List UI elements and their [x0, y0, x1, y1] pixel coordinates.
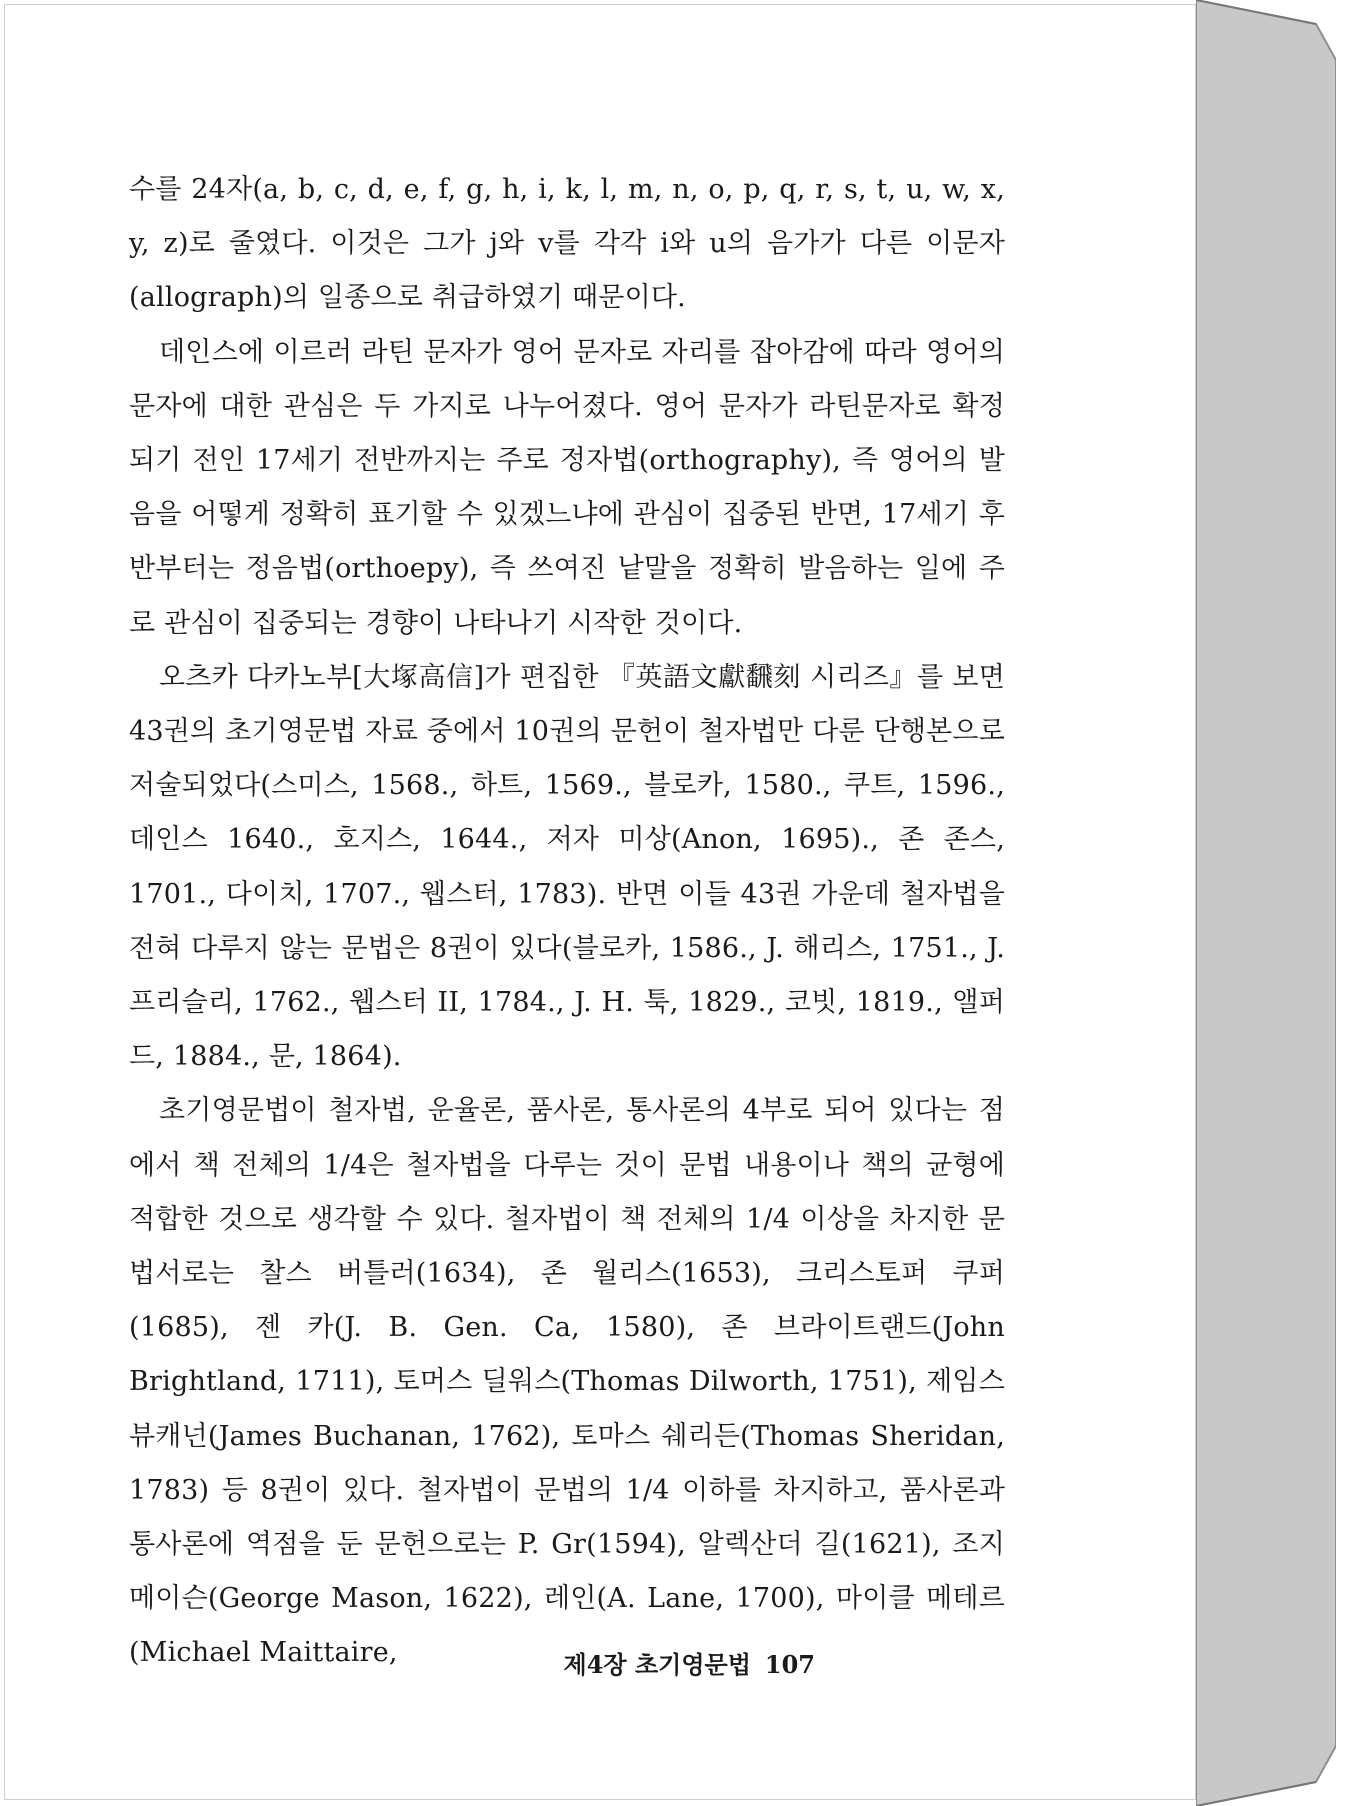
chapter-title: 제4장 초기영문법 [563, 1650, 751, 1679]
paragraph-3: 오츠카 다카노부[大塚高信]가 편집한 『英語文獻飜刻 시리즈』를 보면 43권의 초기영문법 자료 중에서 10권의 문헌이 철자법만 다룬 단행본으로 저술되었다(스미스, 1568., 하트, 1569., 블로카, 1580., 쿠트, 1596., 데인스 1640., 호지스, 1644., 저자 미상(Anon, 1695)., 존 존스, 1701., 다이치, 1707., 웹스터, 1783). 반면 이들 43권 가운데 철자법을 전혀 다루지 않는 문법은 8권이 있다(블로카, 1586., J. 해리스, 1751., J. 프리슬리, 1762., 웹스터 II, 1784., J. H. 툭, 1829., 코빗, 1819., 앨퍼드, 1884., 문, 1864). [129, 661, 1005, 1073]
page-number: 107 [764, 1650, 815, 1679]
book-spine [1196, 0, 1336, 1806]
paragraph-1: 수를 24자(a, b, c, d, e, f, g, h, i, k, l, m, n, o, p, q, r, s, t, u, w, x, y, z)로 줄였다. 이것은 그가 j와 v를 각각 i와 u의 음가가 다른 이문자(allograph)의 일종으로 취급하였기 때문이다. [129, 174, 1005, 314]
spine-face [1196, 0, 1336, 1806]
paragraph-2: 데인스에 이르러 라틴 문자가 영어 문자로 자리를 잡아감에 따라 영어의 문자에 대한 관심은 두 가지로 나누어졌다. 영어 문자가 라틴문자로 확정되기 전인 17세기 전반까지는 주로 정자법(orthography), 즉 영어의 발음을 어떻게 정확히 표기할 수 있겠느냐에 관심이 집중된 반면, 17세기 후반부터는 정음법(orthoepy), 즉 쓰여진 낱말을 정확히 발음하는 일에 주로 관심이 집중되는 경향이 나타나기 시작한 것이다. [129, 336, 1005, 639]
paragraph-4: 초기영문법이 철자법, 운율론, 품사론, 통사론의 4부로 되어 있다는 점에서 책 전체의 1/4은 철자법을 다루는 것이 문법 내용이나 책의 균형에 적합한 것으로 생각할 수 있다. 철자법이 책 전체의 1/4 이상을 차지한 문법서로는 찰스 버틀러(1634), 존 월리스(1653), 크리스토퍼 쿠퍼(1685), 젠 카(J. B. Gen. Ca, 1580), 존 브라이트랜드(John Brightland, 1711), 토머스 딜워스(Thomas Dilworth, 1751), 제임스 뷰캐넌(James Buchanan, 1762), 토마스 쉐리든(Thomas Sheridan, 1783) 등 8권이 있다. 철자법이 문법의 1/4 이하를 차지하고, 품사론과 통사론에 역점을 둔 문헌으로는 P. Gr(1594), 알렉산더 길(1621), 조지 메이슨(George Mason, 1622), 레인(A. Lane, 1700), 마이클 메테르(Michael Maittaire, [129, 1095, 1005, 1669]
page-footer [564, 1645, 815, 1680]
spine-shape [1196, 0, 1336, 1806]
book-page [4, 4, 1196, 1800]
body-text [129, 163, 1005, 1681]
